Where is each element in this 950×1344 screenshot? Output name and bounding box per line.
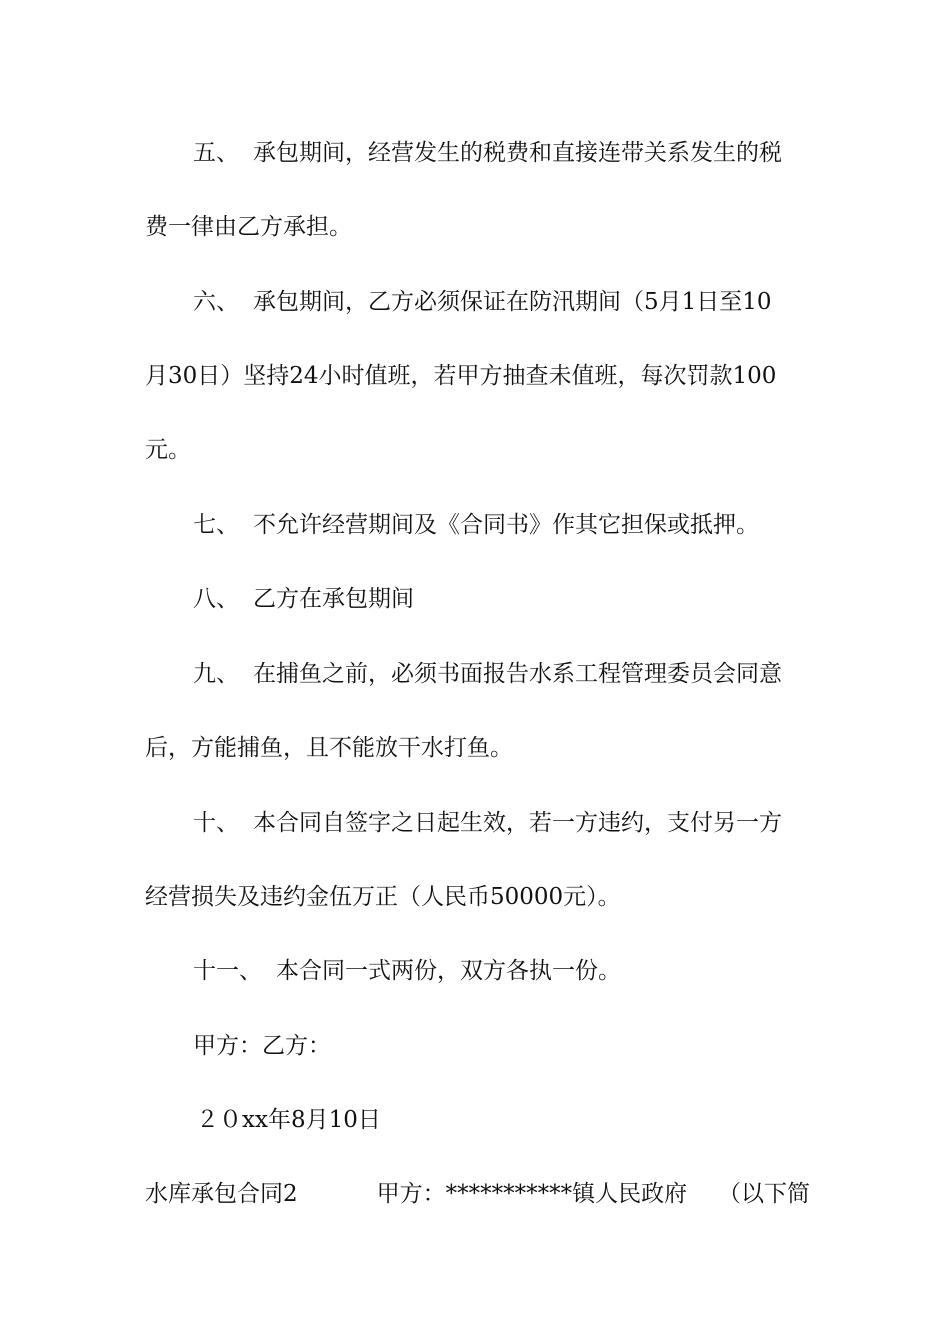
clause-9-line-2: 后，方能捕鱼，且不能放干水打鱼。: [145, 735, 513, 761]
clause-text: 承包期间，经营发生的税费和直接连带关系发生的税: [253, 140, 782, 166]
clause-10-line-1: [193, 805, 810, 841]
clause-5-line-2: 费一律由乙方承担。: [145, 214, 352, 240]
clause-text: 本合同一式两份，双方各执一份。: [276, 958, 621, 984]
clause-number: 八、: [193, 586, 239, 612]
clause-number: 九、: [193, 661, 239, 687]
clause-number: 七、: [193, 512, 239, 538]
signing-date: ２０xx年8月10日: [196, 1107, 381, 1133]
clause-8-line-1: [193, 581, 810, 617]
clause-text: 在捕鱼之前，必须书面报告水系工程管理委员会同意: [253, 661, 782, 687]
clause-text: 不允许经营期间及《合同书》作其它担保或抵押。: [253, 512, 759, 538]
continuation-text: （以下简: [717, 1181, 810, 1207]
clause-6-line-3: 元。: [145, 437, 191, 463]
clause-6-line-2: 月30日）坚持24小时值班，若甲方抽查未值班，每次罚款100: [145, 363, 777, 389]
signature-parties: 甲方：乙方：: [193, 1033, 331, 1059]
clause-number: 十、: [193, 810, 239, 836]
clause-9-line-1: [193, 656, 810, 692]
clause-number: 六、: [193, 289, 239, 315]
clause-7-line-1: [193, 507, 810, 543]
clause-text: 乙方在承包期间: [253, 586, 414, 612]
contract-2-title: 水库承包合同2: [145, 1181, 298, 1207]
clause-number: 十一、: [193, 958, 262, 984]
clause-5-line-1: [193, 135, 810, 171]
clause-text: 本合同自签字之日起生效，若一方违约，支付另一方: [253, 810, 782, 836]
clause-6-line-1: [193, 284, 810, 320]
clause-number: 五、: [193, 140, 239, 166]
contract-2-heading-line: [145, 1176, 810, 1212]
party-a-label: 甲方：***********镇人民政府: [376, 1181, 688, 1207]
clause-text: 承包期间，乙方必须保证在防汛期间（5月1日至10: [253, 289, 772, 315]
clause-11-line-1: [193, 953, 810, 989]
clause-10-line-2: 经营损失及违约金伍万正（人民币50000元）。: [145, 884, 621, 910]
